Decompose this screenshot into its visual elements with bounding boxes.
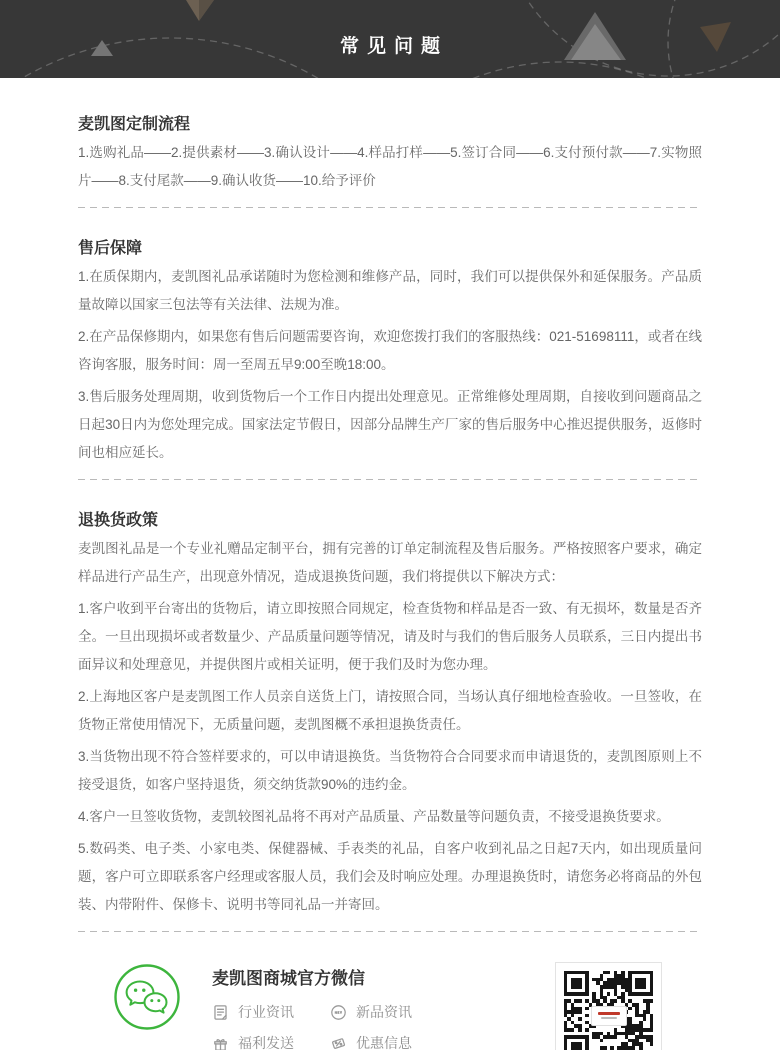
section-aftersales: [78, 238, 702, 467]
footer-item-label: 行业资讯: [238, 1004, 294, 1020]
main-content: [0, 114, 780, 932]
qr-center-logo: [591, 1006, 627, 1026]
aftersales-paragraph: 3.售后服务处理周期，收到货物后一个工作日内提出处理意见。正常维修处理周期，自接收到问题商品之日起30日内为您处理完成。国家法定节假日，因部分品牌生产厂家的售后服务中心推迟提供服务，返修时间也相应延长。: [78, 389, 702, 460]
wechat-info: [212, 962, 448, 1050]
returns-paragraph: 2.上海地区客户是麦凯图工作人员亲自送货上门，请按照合同，当场认真仔细地检查验收。一旦签收，在货物正常使用情况下，无质量问题，麦凯图概不承担退换货责任。: [78, 689, 702, 732]
returns-paragraph: 5.数码类、电子类、小家电类、保健器械、手表类的礼品，自客户收到礼品之日起7天内，如出现质量问题，客户可立即联系客户经理或客服人员，我们会及时响应处理。办理退换货时，请您务必将商品的外包装、内带附件、保修卡、说明书等同礼品一并寄回。: [78, 841, 702, 912]
footer-item-label: 福利发送: [238, 1035, 294, 1050]
footer: [0, 962, 780, 1050]
returns-paragraph: 1.客户收到平台寄出的货物后，请立即按照合同规定，检查货物和样品是否一致、有无损坏，数量是否齐全。一旦出现损坏或者数量少、产品质量问题等情况，请及时与我们的售后服务人员联系，三日内提出书面异议和处理意见，并提供图片或相关证明，便于我们及时为您办理。: [78, 601, 702, 672]
section-process: [78, 114, 702, 195]
returns-heading: 退换货政策: [78, 512, 159, 529]
aftersales-paragraph: 1.在质保期内，麦凯图礼品承诺随时为您检测和维修产品，同时，我们可以提供保外和延保服务。产品质量故障以国家三包法等有关法律、法规为准。: [78, 269, 702, 312]
aftersales-paragraph: 2.在产品保修期内，如果您有售后问题需要咨询，欢迎您拨打我们的客服热线：021-51698111，或者在线咨询客服，服务时间：周一至周五早9:00至晚18:00。: [78, 329, 702, 372]
process-heading: 麦凯图定制流程: [78, 116, 191, 133]
wechat-feature-grid: [212, 1004, 448, 1050]
footer-item-deals: [330, 1035, 448, 1050]
page-header: [0, 0, 780, 78]
new-badge-icon: [330, 1004, 347, 1021]
footer-item-label: 优惠信息: [356, 1035, 412, 1050]
wechat-icon: [112, 962, 182, 1032]
wechat-title: 麦凯图商城官方微信: [212, 969, 365, 988]
section-returns: [78, 510, 702, 919]
footer-item-industry-news: [212, 1004, 330, 1021]
footer-item-new-products: [330, 1004, 448, 1021]
process-steps: 1.选购礼品——2.提供素材——3.确认设计——4.样品打样——5.签订合同——6.支付预付款——7.实物照片——8.支付尾款——9.确认收货——10.给予评价: [78, 145, 702, 188]
coupon-icon: [330, 1035, 347, 1050]
dashed-divider: [78, 207, 702, 208]
qr-code: [555, 962, 662, 1050]
returns-intro: 麦凯图礼品是一个专业礼赠品定制平台，拥有完善的订单定制流程及售后服务。严格按照客户要求，确定样品进行产品生产，出现意外情况，造成退换货问题，我们将提供以下解决方式：: [78, 541, 702, 584]
page-title: 常见问题: [339, 36, 448, 57]
returns-paragraph: 3.当货物出现不符合签样要求的，可以申请退换货。当货物符合合同要求而申请退货的，麦凯图原则上不接受退货，如客户坚持退货，须交纳货款90%的违约金。: [78, 749, 702, 792]
dashed-divider: [78, 479, 702, 480]
returns-paragraph: 4.客户一旦签收货物，麦凯较图礼品将不再对产品质量、产品数量等问题负责，不接受退换货要求。: [78, 809, 670, 824]
footer-item-label: 新品资讯: [356, 1004, 412, 1020]
aftersales-heading: 售后保障: [78, 240, 143, 257]
dashed-divider: [78, 931, 702, 932]
gift-icon: [212, 1035, 229, 1050]
news-document-icon: [212, 1004, 229, 1021]
footer-item-benefits: [212, 1035, 330, 1050]
